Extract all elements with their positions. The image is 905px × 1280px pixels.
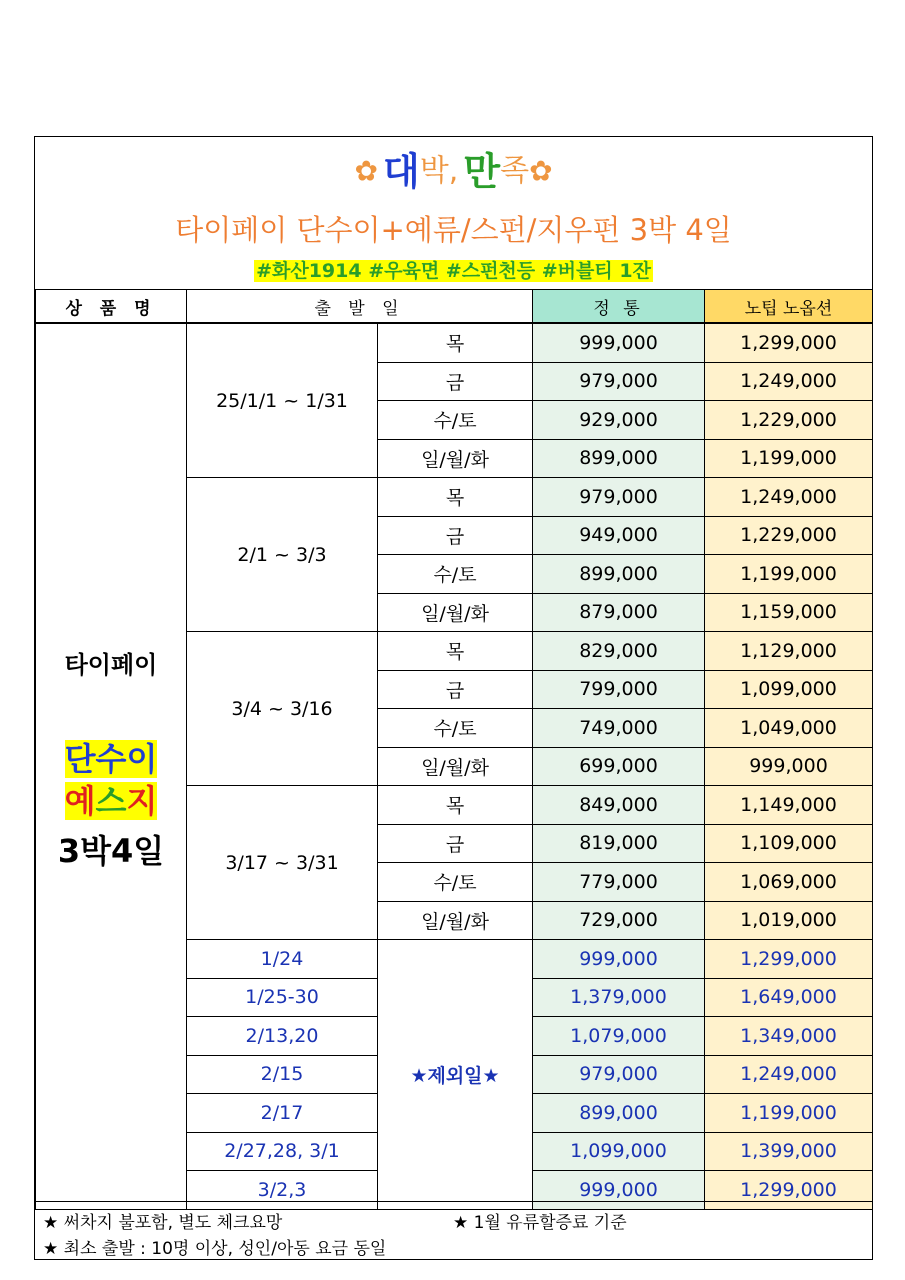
- exclusion-date: 1/25-30: [187, 978, 378, 1017]
- premium-price: 1,109,000: [705, 824, 873, 863]
- standard-price: 999,000: [533, 940, 705, 979]
- tour-subtitle: 타이페이 단수이+예류/스펀/지우펀 3박 4일: [175, 213, 732, 247]
- col-standard-header: 정 통: [533, 290, 705, 324]
- weekday: 금: [378, 516, 533, 555]
- standard-price: 1,379,000: [533, 978, 705, 1017]
- standard-price: 749,000: [533, 709, 705, 748]
- note-surcharge: ★ 써차지 불포함, 별도 체크요망: [43, 1213, 283, 1233]
- flower-left-icon: ✿: [354, 154, 378, 188]
- standard-price: 879,000: [533, 593, 705, 632]
- premium-price: 1,249,000: [705, 1055, 873, 1094]
- standard-price: 999,000: [533, 323, 705, 362]
- title-jok: 족: [500, 153, 530, 189]
- standard-price: 849,000: [533, 786, 705, 825]
- col-departure-header: 출 발 일: [187, 290, 533, 324]
- standard-price: 899,000: [533, 1094, 705, 1133]
- date-range: 3/4 ~ 3/16: [187, 632, 378, 786]
- exclusion-date: 2/13,20: [187, 1017, 378, 1056]
- premium-price: 1,299,000: [705, 940, 873, 979]
- premium-price: 1,649,000: [705, 978, 873, 1017]
- title-bak: 박,: [419, 153, 459, 189]
- premium-price: 999,000: [705, 747, 873, 786]
- premium-price: 1,299,000: [705, 1171, 873, 1210]
- footer-notes: [35, 1201, 872, 1260]
- title-dae: 대: [383, 149, 420, 194]
- premium-price: 1,229,000: [705, 401, 873, 440]
- premium-price: 1,069,000: [705, 863, 873, 902]
- premium-price: 1,159,000: [705, 593, 873, 632]
- standard-price: 899,000: [533, 555, 705, 594]
- flower-right-icon: ✿: [529, 154, 553, 188]
- standard-price: 819,000: [533, 824, 705, 863]
- standard-price: 949,000: [533, 516, 705, 555]
- standard-price: 799,000: [533, 670, 705, 709]
- standard-price: 829,000: [533, 632, 705, 671]
- premium-price: 1,099,000: [705, 670, 873, 709]
- premium-price: 1,199,000: [705, 555, 873, 594]
- weekday: 일/월/화: [378, 439, 533, 478]
- standard-price: 929,000: [533, 401, 705, 440]
- premium-price: 1,199,000: [705, 1094, 873, 1133]
- premium-price: 1,149,000: [705, 786, 873, 825]
- weekday: 금: [378, 824, 533, 863]
- title-man: 만: [463, 149, 501, 194]
- headline-title: [35, 143, 872, 199]
- product-duration: 3박4일: [57, 831, 165, 870]
- weekday: 일/월/화: [378, 593, 533, 632]
- standard-price: 899,000: [533, 439, 705, 478]
- weekday: 일/월/화: [378, 901, 533, 940]
- price-table: [35, 289, 873, 1210]
- exclusion-date: 2/27,28, 3/1: [187, 1132, 378, 1171]
- premium-price: 1,019,000: [705, 901, 873, 940]
- product-ysj-c: 지: [126, 781, 158, 820]
- standard-price: 999,000: [533, 1171, 705, 1210]
- standard-price: 979,000: [533, 1055, 705, 1094]
- table-row: [36, 323, 873, 362]
- standard-price: 699,000: [533, 747, 705, 786]
- hashtags: #화산1914 #우육면 #스펀천등 #버블티 1잔: [256, 260, 651, 282]
- standard-price: 1,099,000: [533, 1132, 705, 1171]
- weekday: 목: [378, 786, 533, 825]
- premium-price: 1,049,000: [705, 709, 873, 748]
- exclusion-date: 3/2,3: [187, 1171, 378, 1210]
- standard-price: 779,000: [533, 863, 705, 902]
- product-ysj: [65, 782, 158, 820]
- premium-price: 1,129,000: [705, 632, 873, 671]
- exclusion-date: 1/24: [187, 940, 378, 979]
- col-product-header: 상 품 명: [36, 290, 187, 324]
- weekday: 일/월/화: [378, 747, 533, 786]
- weekday: 목: [378, 632, 533, 671]
- weekday: 수/토: [378, 401, 533, 440]
- date-range: 2/1 ~ 3/3: [187, 478, 378, 632]
- weekday: 수/토: [378, 555, 533, 594]
- premium-price: 1,249,000: [705, 478, 873, 517]
- product-tamsui: 단수이: [64, 739, 158, 778]
- exclusion-date: 2/17: [187, 1094, 378, 1133]
- weekday: 목: [378, 323, 533, 362]
- product-city: 타이페이: [64, 650, 158, 679]
- product-ysj-a: 예: [64, 781, 96, 820]
- weekday: 수/토: [378, 709, 533, 748]
- date-range: 3/17 ~ 3/31: [187, 786, 378, 940]
- premium-price: 1,349,000: [705, 1017, 873, 1056]
- standard-price: 979,000: [533, 362, 705, 401]
- premium-price: 1,299,000: [705, 323, 873, 362]
- exclusion-date: 2/15: [187, 1055, 378, 1094]
- standard-price: 1,079,000: [533, 1017, 705, 1056]
- premium-price: 1,399,000: [705, 1132, 873, 1171]
- exclusion-label: ★제외일★: [378, 940, 533, 1210]
- product-name-cell: [36, 323, 187, 1209]
- weekday: 수/토: [378, 863, 533, 902]
- standard-price: 729,000: [533, 901, 705, 940]
- weekday: 금: [378, 362, 533, 401]
- standard-price: 979,000: [533, 478, 705, 517]
- premium-price: 1,229,000: [705, 516, 873, 555]
- premium-price: 1,199,000: [705, 439, 873, 478]
- date-range: 25/1/1 ~ 1/31: [187, 323, 378, 478]
- price-sheet: [34, 136, 873, 1260]
- hashtag-line: [35, 257, 872, 285]
- weekday: 금: [378, 670, 533, 709]
- col-premium-header: 노팁 노옵션: [705, 290, 873, 324]
- note-fuel: ★ 1월 유류할증료 기준: [453, 1213, 627, 1233]
- product-ysj-b: 스: [95, 781, 127, 820]
- note-minimum: ★ 최소 출발 : 10명 이상, 성인/아동 요금 동일: [43, 1239, 387, 1259]
- weekday: 목: [378, 478, 533, 517]
- premium-price: 1,249,000: [705, 362, 873, 401]
